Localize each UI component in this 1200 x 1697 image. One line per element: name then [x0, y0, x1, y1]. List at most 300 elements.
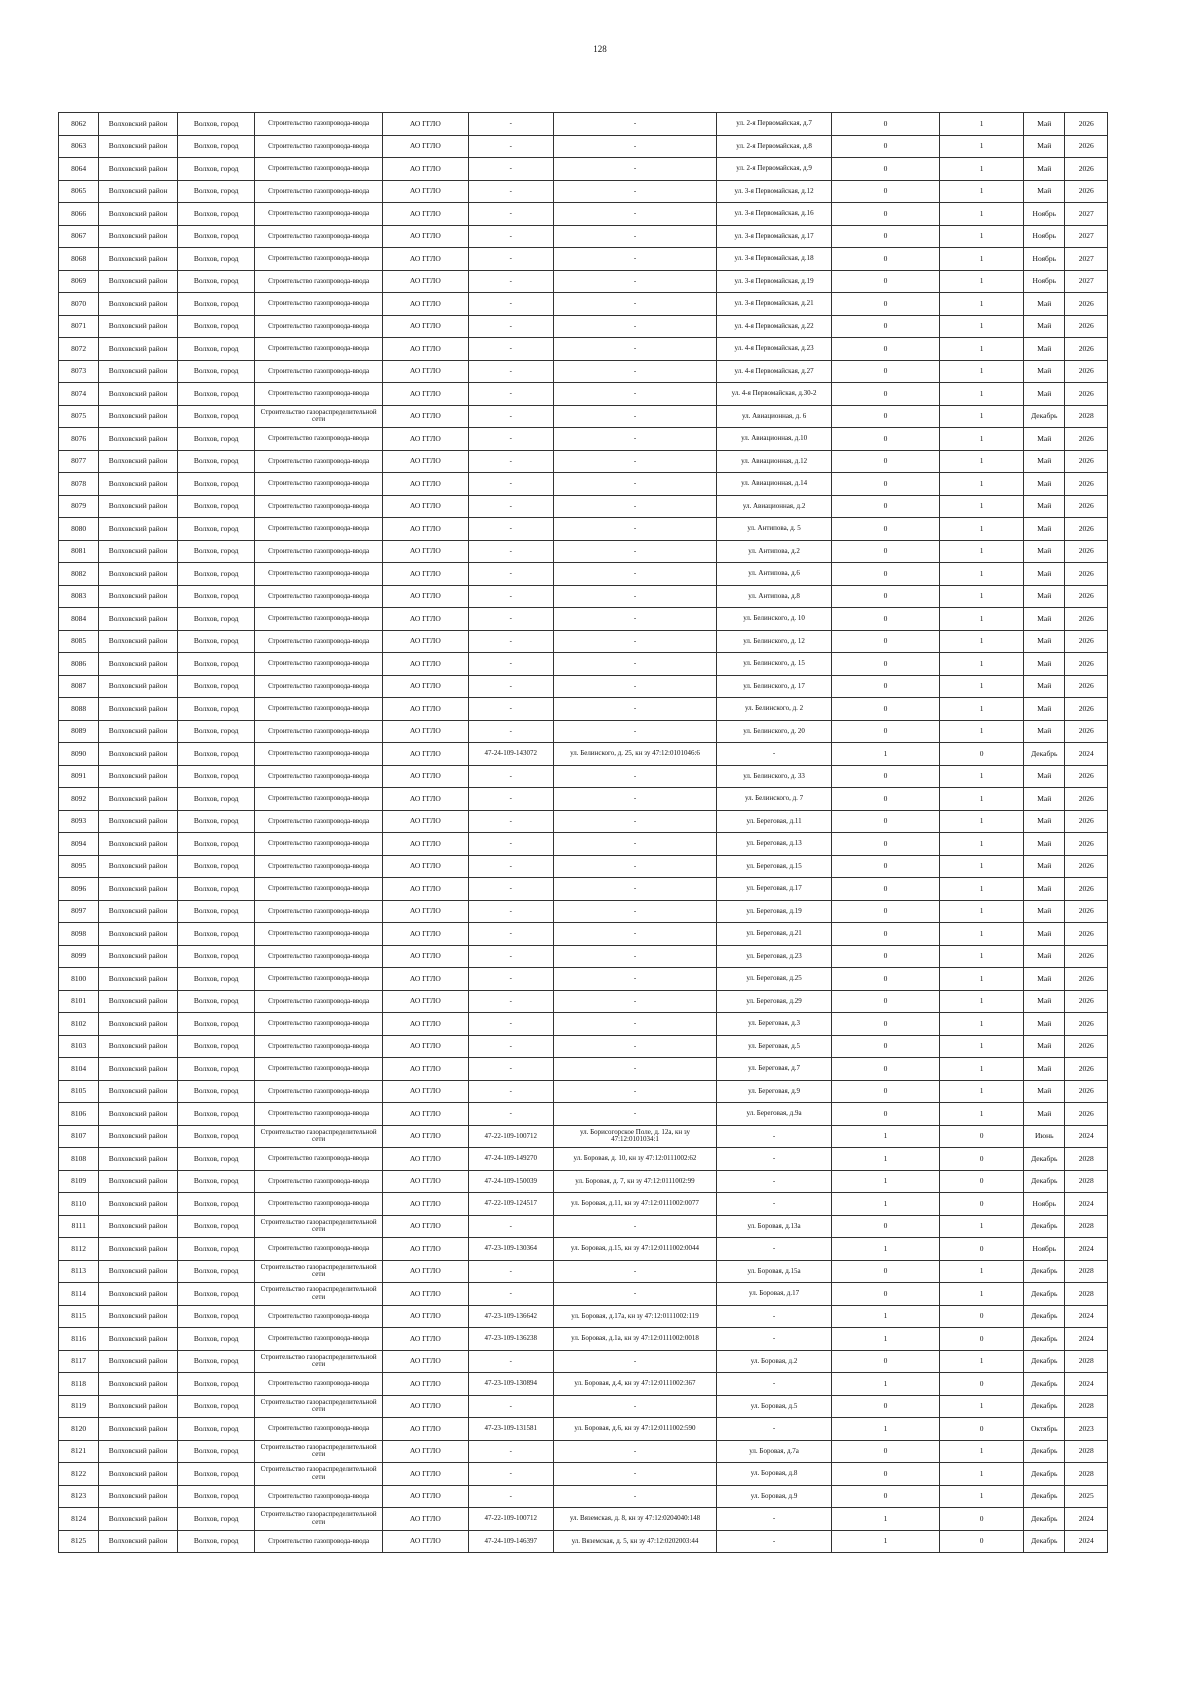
cell-month: Май [1024, 653, 1065, 676]
cell-work-type: Строительство газопровода-ввода [255, 1058, 382, 1081]
cell-district: Волховский район [99, 608, 178, 631]
cell-row-number: 8095 [59, 855, 99, 878]
cell-locality: Волхов, город [177, 1080, 255, 1103]
cell-locality: Волхов, город [177, 1125, 255, 1148]
cell-work-type: Строительство газопровода-ввода [255, 180, 382, 203]
cell-count-b: 1 [940, 1283, 1024, 1306]
cell-count-b: 1 [940, 1485, 1024, 1508]
cell-application-number: - [468, 1103, 553, 1126]
table-row [59, 563, 1108, 586]
cell-year: 2026 [1065, 720, 1108, 743]
cell-locality: Волхов, город [177, 338, 255, 361]
table-row [59, 1170, 1108, 1193]
cell-locality: Волхов, город [177, 1215, 255, 1238]
table-row [59, 248, 1108, 271]
cell-organization: АО ГГЛО [382, 495, 468, 518]
cell-organization: АО ГГЛО [382, 1485, 468, 1508]
cell-district: Волховский район [99, 1508, 178, 1531]
cell-year: 2026 [1065, 360, 1108, 383]
cell-row-number: 8078 [59, 473, 99, 496]
cell-address: ул. Боровая, д.2 [717, 1350, 832, 1373]
cell-row-number: 8097 [59, 900, 99, 923]
cell-application-number: - [468, 293, 553, 316]
cell-count-a: 0 [831, 540, 939, 563]
cell-organization: АО ГГЛО [382, 293, 468, 316]
table-row [59, 1013, 1108, 1036]
cell-count-a: 0 [831, 1260, 939, 1283]
cell-month: Декабрь [1024, 1283, 1065, 1306]
cell-application-number: - [468, 473, 553, 496]
cell-count-b: 1 [940, 900, 1024, 923]
cell-count-a: 0 [831, 1013, 939, 1036]
cell-month: Декабрь [1024, 743, 1065, 766]
cell-work-type: Строительство газопровода-ввода [255, 1013, 382, 1036]
cell-work-type: Строительство газопровода-ввода [255, 158, 382, 181]
table-row [59, 225, 1108, 248]
cell-year: 2023 [1065, 1418, 1108, 1441]
cell-year: 2027 [1065, 203, 1108, 226]
table-row [59, 1350, 1108, 1373]
cell-cadastral-address: - [553, 450, 717, 473]
cell-count-b: 1 [940, 945, 1024, 968]
cell-cadastral-address: - [553, 113, 717, 136]
cell-count-b: 0 [940, 1418, 1024, 1441]
cell-count-b: 1 [940, 113, 1024, 136]
cell-month: Май [1024, 518, 1065, 541]
cell-address: ул. Авиационная, д.14 [717, 473, 832, 496]
cell-address: ул. Авиационная, д.10 [717, 428, 832, 451]
cell-address: ул. Береговая, д.17 [717, 878, 832, 901]
cell-year: 2026 [1065, 383, 1108, 406]
cell-year: 2026 [1065, 495, 1108, 518]
cell-count-a: 1 [831, 1418, 939, 1441]
cell-locality: Волхов, город [177, 158, 255, 181]
table-row [59, 675, 1108, 698]
cell-locality: Волхов, город [177, 180, 255, 203]
cell-application-number: - [468, 360, 553, 383]
cell-year: 2028 [1065, 1170, 1108, 1193]
cell-cadastral-address: - [553, 1350, 717, 1373]
table-row [59, 1418, 1108, 1441]
cell-month: Май [1024, 923, 1065, 946]
table-row [59, 1238, 1108, 1261]
cell-count-a: 0 [831, 360, 939, 383]
cell-count-a: 0 [831, 383, 939, 406]
cell-address: - [717, 1193, 832, 1216]
cell-count-a: 1 [831, 1193, 939, 1216]
cell-cadastral-address: - [553, 225, 717, 248]
cell-district: Волховский район [99, 923, 178, 946]
cell-work-type: Строительство газопровода-ввода [255, 293, 382, 316]
cell-year: 2028 [1065, 1395, 1108, 1418]
cell-count-a: 0 [831, 248, 939, 271]
cell-year: 2026 [1065, 923, 1108, 946]
cell-work-type: Строительство газопровода-ввода [255, 1035, 382, 1058]
cell-cadastral-address: - [553, 653, 717, 676]
cell-cadastral-address: - [553, 1395, 717, 1418]
cell-address: ул. Боровая, д.13а [717, 1215, 832, 1238]
cell-locality: Волхов, город [177, 743, 255, 766]
cell-organization: АО ГГЛО [382, 675, 468, 698]
cell-application-number: - [468, 855, 553, 878]
cell-cadastral-address: - [553, 810, 717, 833]
cell-count-a: 0 [831, 1058, 939, 1081]
cell-address: ул. Береговая, д.25 [717, 968, 832, 991]
table-row [59, 428, 1108, 451]
cell-year: 2028 [1065, 1350, 1108, 1373]
table-body [59, 113, 1108, 1553]
cell-count-a: 0 [831, 338, 939, 361]
cell-application-number: 47-23-109-130364 [468, 1238, 553, 1261]
cell-work-type: Строительство газопровода-ввода [255, 698, 382, 721]
cell-count-b: 1 [940, 765, 1024, 788]
cell-month: Май [1024, 1103, 1065, 1126]
cell-cadastral-address: ул. Вяземская, д. 5, кн зу 47:12:0202003:44 [553, 1530, 717, 1553]
cell-application-number: - [468, 833, 553, 856]
cell-count-a: 0 [831, 1463, 939, 1486]
cell-application-number: - [468, 1485, 553, 1508]
cell-locality: Волхов, город [177, 1013, 255, 1036]
cell-organization: АО ГГЛО [382, 428, 468, 451]
cell-count-b: 1 [940, 383, 1024, 406]
cell-work-type: Строительство газопровода-ввода [255, 765, 382, 788]
cell-cadastral-address: - [553, 923, 717, 946]
cell-organization: АО ГГЛО [382, 315, 468, 338]
cell-cadastral-address: ул. Борисогорское Поле, д. 12а, кн зу 47:12:0101034:1 [553, 1125, 717, 1148]
cell-count-a: 0 [831, 968, 939, 991]
cell-locality: Волхов, город [177, 1035, 255, 1058]
cell-locality: Волхов, город [177, 810, 255, 833]
cell-district: Волховский район [99, 990, 178, 1013]
cell-count-b: 1 [940, 405, 1024, 428]
cell-application-number: - [468, 1283, 553, 1306]
cell-address: ул. Белинского, д. 17 [717, 675, 832, 698]
cell-cadastral-address: ул. Боровая, д.1а, кн зу 47:12:0111002:0018 [553, 1328, 717, 1351]
cell-row-number: 8073 [59, 360, 99, 383]
cell-locality: Волхов, город [177, 833, 255, 856]
cell-district: Волховский район [99, 743, 178, 766]
cell-year: 2026 [1065, 630, 1108, 653]
cell-locality: Волхов, город [177, 990, 255, 1013]
table-row [59, 833, 1108, 856]
cell-address: ул. 4-я Первомайская, д.30-2 [717, 383, 832, 406]
cell-month: Октябрь [1024, 1418, 1065, 1441]
cell-work-type: Строительство газопровода-ввода [255, 720, 382, 743]
cell-work-type: Строительство газораспределительной сети [255, 1395, 382, 1418]
cell-district: Волховский район [99, 698, 178, 721]
cell-locality: Волхов, город [177, 1283, 255, 1306]
table-row [59, 698, 1108, 721]
cell-work-type: Строительство газопровода-ввода [255, 1305, 382, 1328]
cell-work-type: Строительство газопровода-ввода [255, 495, 382, 518]
cell-row-number: 8113 [59, 1260, 99, 1283]
cell-address: ул. Белинского, д. 33 [717, 765, 832, 788]
cell-locality: Волхов, город [177, 1170, 255, 1193]
cell-application-number: 47-22-109-100712 [468, 1125, 553, 1148]
cell-count-b: 1 [940, 1440, 1024, 1463]
cell-count-b: 1 [940, 1350, 1024, 1373]
cell-district: Волховский район [99, 900, 178, 923]
cell-count-a: 0 [831, 698, 939, 721]
cell-application-number: - [468, 990, 553, 1013]
cell-count-a: 0 [831, 1440, 939, 1463]
cell-district: Волховский район [99, 203, 178, 226]
cell-year: 2024 [1065, 1305, 1108, 1328]
cell-cadastral-address: ул. Боровая, д. 7, кн зу 47:12:0111002:99 [553, 1170, 717, 1193]
cell-cadastral-address: - [553, 765, 717, 788]
cell-organization: АО ГГЛО [382, 900, 468, 923]
cell-district: Волховский район [99, 405, 178, 428]
cell-application-number: 47-24-109-146397 [468, 1530, 553, 1553]
cell-cadastral-address: - [553, 1215, 717, 1238]
cell-month: Май [1024, 765, 1065, 788]
cell-application-number: - [468, 540, 553, 563]
cell-month: Декабрь [1024, 1395, 1065, 1418]
cell-organization: АО ГГЛО [382, 1013, 468, 1036]
cell-count-a: 0 [831, 158, 939, 181]
cell-count-b: 1 [940, 788, 1024, 811]
cell-month: Декабрь [1024, 1463, 1065, 1486]
cell-cadastral-address: - [553, 158, 717, 181]
cell-month: Декабрь [1024, 1485, 1065, 1508]
cell-row-number: 8066 [59, 203, 99, 226]
cell-application-number: - [468, 653, 553, 676]
cell-locality: Волхов, город [177, 855, 255, 878]
cell-locality: Волхов, город [177, 1395, 255, 1418]
cell-organization: АО ГГЛО [382, 1035, 468, 1058]
cell-count-b: 1 [940, 158, 1024, 181]
cell-organization: АО ГГЛО [382, 945, 468, 968]
cell-locality: Волхов, город [177, 293, 255, 316]
cell-application-number: - [468, 810, 553, 833]
cell-row-number: 8125 [59, 1530, 99, 1553]
cell-work-type: Строительство газораспределительной сети [255, 1440, 382, 1463]
cell-organization: АО ГГЛО [382, 788, 468, 811]
cell-application-number: - [468, 968, 553, 991]
cell-row-number: 8080 [59, 518, 99, 541]
cell-locality: Волхов, город [177, 248, 255, 271]
table-row [59, 1125, 1108, 1148]
cell-locality: Волхов, город [177, 630, 255, 653]
cell-count-b: 1 [940, 293, 1024, 316]
cell-work-type: Строительство газопровода-ввода [255, 878, 382, 901]
cell-row-number: 8108 [59, 1148, 99, 1171]
cell-row-number: 8085 [59, 630, 99, 653]
cell-application-number: 47-23-109-130894 [468, 1373, 553, 1396]
page-number: 128 [593, 44, 607, 54]
cell-address: ул. Береговая, д.13 [717, 833, 832, 856]
cell-organization: АО ГГЛО [382, 1103, 468, 1126]
cell-month: Декабрь [1024, 405, 1065, 428]
cell-work-type: Строительство газораспределительной сети [255, 1508, 382, 1531]
cell-locality: Волхов, город [177, 495, 255, 518]
cell-district: Волховский район [99, 518, 178, 541]
cell-district: Волховский район [99, 225, 178, 248]
cell-count-a: 1 [831, 1170, 939, 1193]
cell-work-type: Строительство газопровода-ввода [255, 518, 382, 541]
cell-locality: Волхов, город [177, 270, 255, 293]
table-row [59, 878, 1108, 901]
table-row [59, 473, 1108, 496]
cell-month: Май [1024, 158, 1065, 181]
cell-address: ул. 3-я Первомайская, д.12 [717, 180, 832, 203]
table-row [59, 383, 1108, 406]
cell-organization: АО ГГЛО [382, 1463, 468, 1486]
table-row [59, 855, 1108, 878]
cell-year: 2026 [1065, 945, 1108, 968]
cell-count-a: 0 [831, 833, 939, 856]
cell-cadastral-address: - [553, 518, 717, 541]
cell-month: Ноябрь [1024, 225, 1065, 248]
cell-count-a: 0 [831, 653, 939, 676]
cell-year: 2026 [1065, 810, 1108, 833]
cell-address: ул. Боровая, д.9 [717, 1485, 832, 1508]
cell-organization: АО ГГЛО [382, 743, 468, 766]
cell-row-number: 8062 [59, 113, 99, 136]
cell-cadastral-address: ул. Боровая, д.17а, кн зу 47:12:0111002:119 [553, 1305, 717, 1328]
cell-row-number: 8110 [59, 1193, 99, 1216]
cell-month: Май [1024, 968, 1065, 991]
cell-month: Май [1024, 428, 1065, 451]
cell-month: Декабрь [1024, 1215, 1065, 1238]
cell-locality: Волхов, город [177, 788, 255, 811]
cell-count-b: 1 [940, 675, 1024, 698]
cell-address: ул. 2-я Первомайская, д.7 [717, 113, 832, 136]
cell-district: Волховский район [99, 1193, 178, 1216]
cell-count-a: 1 [831, 1508, 939, 1531]
table-row [59, 1373, 1108, 1396]
cell-count-b: 1 [940, 135, 1024, 158]
cell-count-b: 0 [940, 1148, 1024, 1171]
cell-locality: Волхов, город [177, 135, 255, 158]
table-row [59, 315, 1108, 338]
cell-organization: АО ГГЛО [382, 203, 468, 226]
cell-address: ул. Береговая, д.9а [717, 1103, 832, 1126]
cell-application-number: - [468, 788, 553, 811]
cell-cadastral-address: - [553, 878, 717, 901]
cell-organization: АО ГГЛО [382, 1395, 468, 1418]
cell-district: Волховский район [99, 1058, 178, 1081]
cell-organization: АО ГГЛО [382, 698, 468, 721]
table-row [59, 743, 1108, 766]
cell-cadastral-address: - [553, 1103, 717, 1126]
cell-cadastral-address: - [553, 968, 717, 991]
cell-count-a: 0 [831, 675, 939, 698]
cell-year: 2026 [1065, 653, 1108, 676]
cell-cadastral-address: - [553, 1260, 717, 1283]
cell-count-b: 0 [940, 1373, 1024, 1396]
cell-year: 2028 [1065, 405, 1108, 428]
cell-count-a: 0 [831, 608, 939, 631]
cell-cadastral-address: - [553, 338, 717, 361]
cell-work-type: Строительство газопровода-ввода [255, 923, 382, 946]
cell-year: 2024 [1065, 1125, 1108, 1148]
cell-count-a: 0 [831, 293, 939, 316]
cell-month: Май [1024, 788, 1065, 811]
cell-district: Волховский район [99, 1125, 178, 1148]
cell-year: 2026 [1065, 1080, 1108, 1103]
cell-cadastral-address: - [553, 203, 717, 226]
cell-row-number: 8093 [59, 810, 99, 833]
cell-organization: АО ГГЛО [382, 810, 468, 833]
cell-application-number: - [468, 1463, 553, 1486]
cell-application-number: - [468, 495, 553, 518]
cell-year: 2026 [1065, 293, 1108, 316]
cell-address: - [717, 1328, 832, 1351]
cell-organization: АО ГГЛО [382, 360, 468, 383]
cell-locality: Волхов, город [177, 383, 255, 406]
table-row [59, 135, 1108, 158]
cell-year: 2027 [1065, 248, 1108, 271]
cell-count-a: 0 [831, 270, 939, 293]
cell-district: Волховский район [99, 495, 178, 518]
cell-count-b: 1 [940, 923, 1024, 946]
cell-year: 2026 [1065, 540, 1108, 563]
cell-locality: Волхов, город [177, 1350, 255, 1373]
cell-organization: АО ГГЛО [382, 1080, 468, 1103]
cell-organization: АО ГГЛО [382, 968, 468, 991]
cell-organization: АО ГГЛО [382, 1125, 468, 1148]
cell-application-number: - [468, 158, 553, 181]
cell-count-b: 1 [940, 810, 1024, 833]
cell-year: 2025 [1065, 1485, 1108, 1508]
cell-application-number: - [468, 405, 553, 428]
cell-work-type: Строительство газопровода-ввода [255, 473, 382, 496]
cell-work-type: Строительство газораспределительной сети [255, 1463, 382, 1486]
cell-organization: АО ГГЛО [382, 405, 468, 428]
cell-address: ул. Береговая, д.7 [717, 1058, 832, 1081]
cell-month: Май [1024, 473, 1065, 496]
cell-row-number: 8122 [59, 1463, 99, 1486]
gas-connection-table [58, 112, 1108, 1553]
cell-application-number: - [468, 135, 553, 158]
cell-cadastral-address: - [553, 833, 717, 856]
cell-locality: Волхов, город [177, 518, 255, 541]
cell-count-a: 0 [831, 855, 939, 878]
cell-cadastral-address: - [553, 608, 717, 631]
cell-address: ул. Боровая, д.7а [717, 1440, 832, 1463]
cell-district: Волховский район [99, 1440, 178, 1463]
table-row [59, 338, 1108, 361]
cell-count-b: 1 [940, 518, 1024, 541]
cell-organization: АО ГГЛО [382, 990, 468, 1013]
cell-application-number: - [468, 585, 553, 608]
cell-address: - [717, 743, 832, 766]
cell-application-number: - [468, 1260, 553, 1283]
cell-cadastral-address: - [553, 585, 717, 608]
cell-month: Май [1024, 945, 1065, 968]
cell-organization: АО ГГЛО [382, 1170, 468, 1193]
cell-row-number: 8107 [59, 1125, 99, 1148]
cell-count-a: 0 [831, 518, 939, 541]
cell-address: - [717, 1238, 832, 1261]
cell-month: Май [1024, 1080, 1065, 1103]
cell-address: - [717, 1530, 832, 1553]
cell-row-number: 8079 [59, 495, 99, 518]
table-row [59, 180, 1108, 203]
cell-locality: Волхов, город [177, 473, 255, 496]
cell-count-b: 1 [940, 495, 1024, 518]
cell-locality: Волхов, город [177, 900, 255, 923]
cell-month: Декабрь [1024, 1305, 1065, 1328]
cell-application-number: - [468, 675, 553, 698]
cell-locality: Волхов, город [177, 1373, 255, 1396]
cell-locality: Волхов, город [177, 225, 255, 248]
cell-work-type: Строительство газопровода-ввода [255, 338, 382, 361]
cell-application-number: - [468, 518, 553, 541]
cell-year: 2026 [1065, 900, 1108, 923]
cell-district: Волховский район [99, 855, 178, 878]
